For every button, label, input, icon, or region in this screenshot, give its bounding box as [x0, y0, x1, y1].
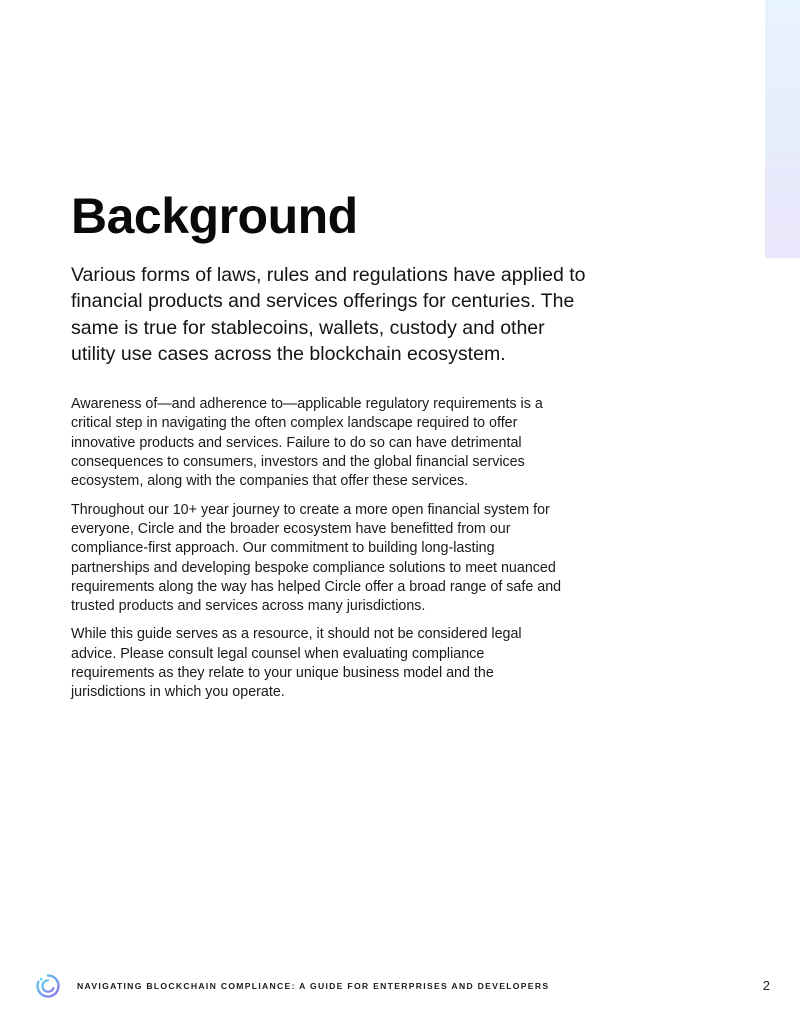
body-paragraph-3: While this guide serves as a resource, it should not be considered legal advice. Please consult legal counsel when evaluating compliance requirements as they relate to your unique business model and the jurisdictions in which you operate. [71, 626, 522, 701]
body-paragraph-2: Throughout our 10+ year journey to create a more open financial system for everyone, Circle and the broader ecosystem have benefitted from our compliance-first approach. Our commitment to building long-lasting partnerships and developing bespoke compliance solutions to meet nuanced requirements along the way has helped Circle offer a broad range of safe and trusted products and services across many jurisdictions. [71, 501, 562, 615]
main-content [71, 186, 591, 703]
lead-paragraph: Various forms of laws, rules and regulations have applied to financial products and services offerings for centuries. The same is true for stablecoins, wallets, custody and other utility use cases across the blockchain ecosystem. [71, 264, 586, 365]
decorative-side-strip [765, 0, 800, 258]
circle-logo-icon [35, 973, 61, 999]
page-number: 2 [762, 978, 770, 993]
footer-document-title: NAVIGATING BLOCKCHAIN COMPLIANCE: A GUIDE FOR ENTERPRISES AND DEVELOPERS [77, 981, 550, 991]
body-paragraph-1: Awareness of—and adherence to—applicable regulatory requirements is a critical step in navigating the often complex landscape required to offer innovative products and services. Failure to do so can have detrimental consequences to consumers, investors and the global financial services ecosystem, along with the companies that offer these services. [71, 396, 543, 490]
page-title: Background [71, 188, 358, 244]
